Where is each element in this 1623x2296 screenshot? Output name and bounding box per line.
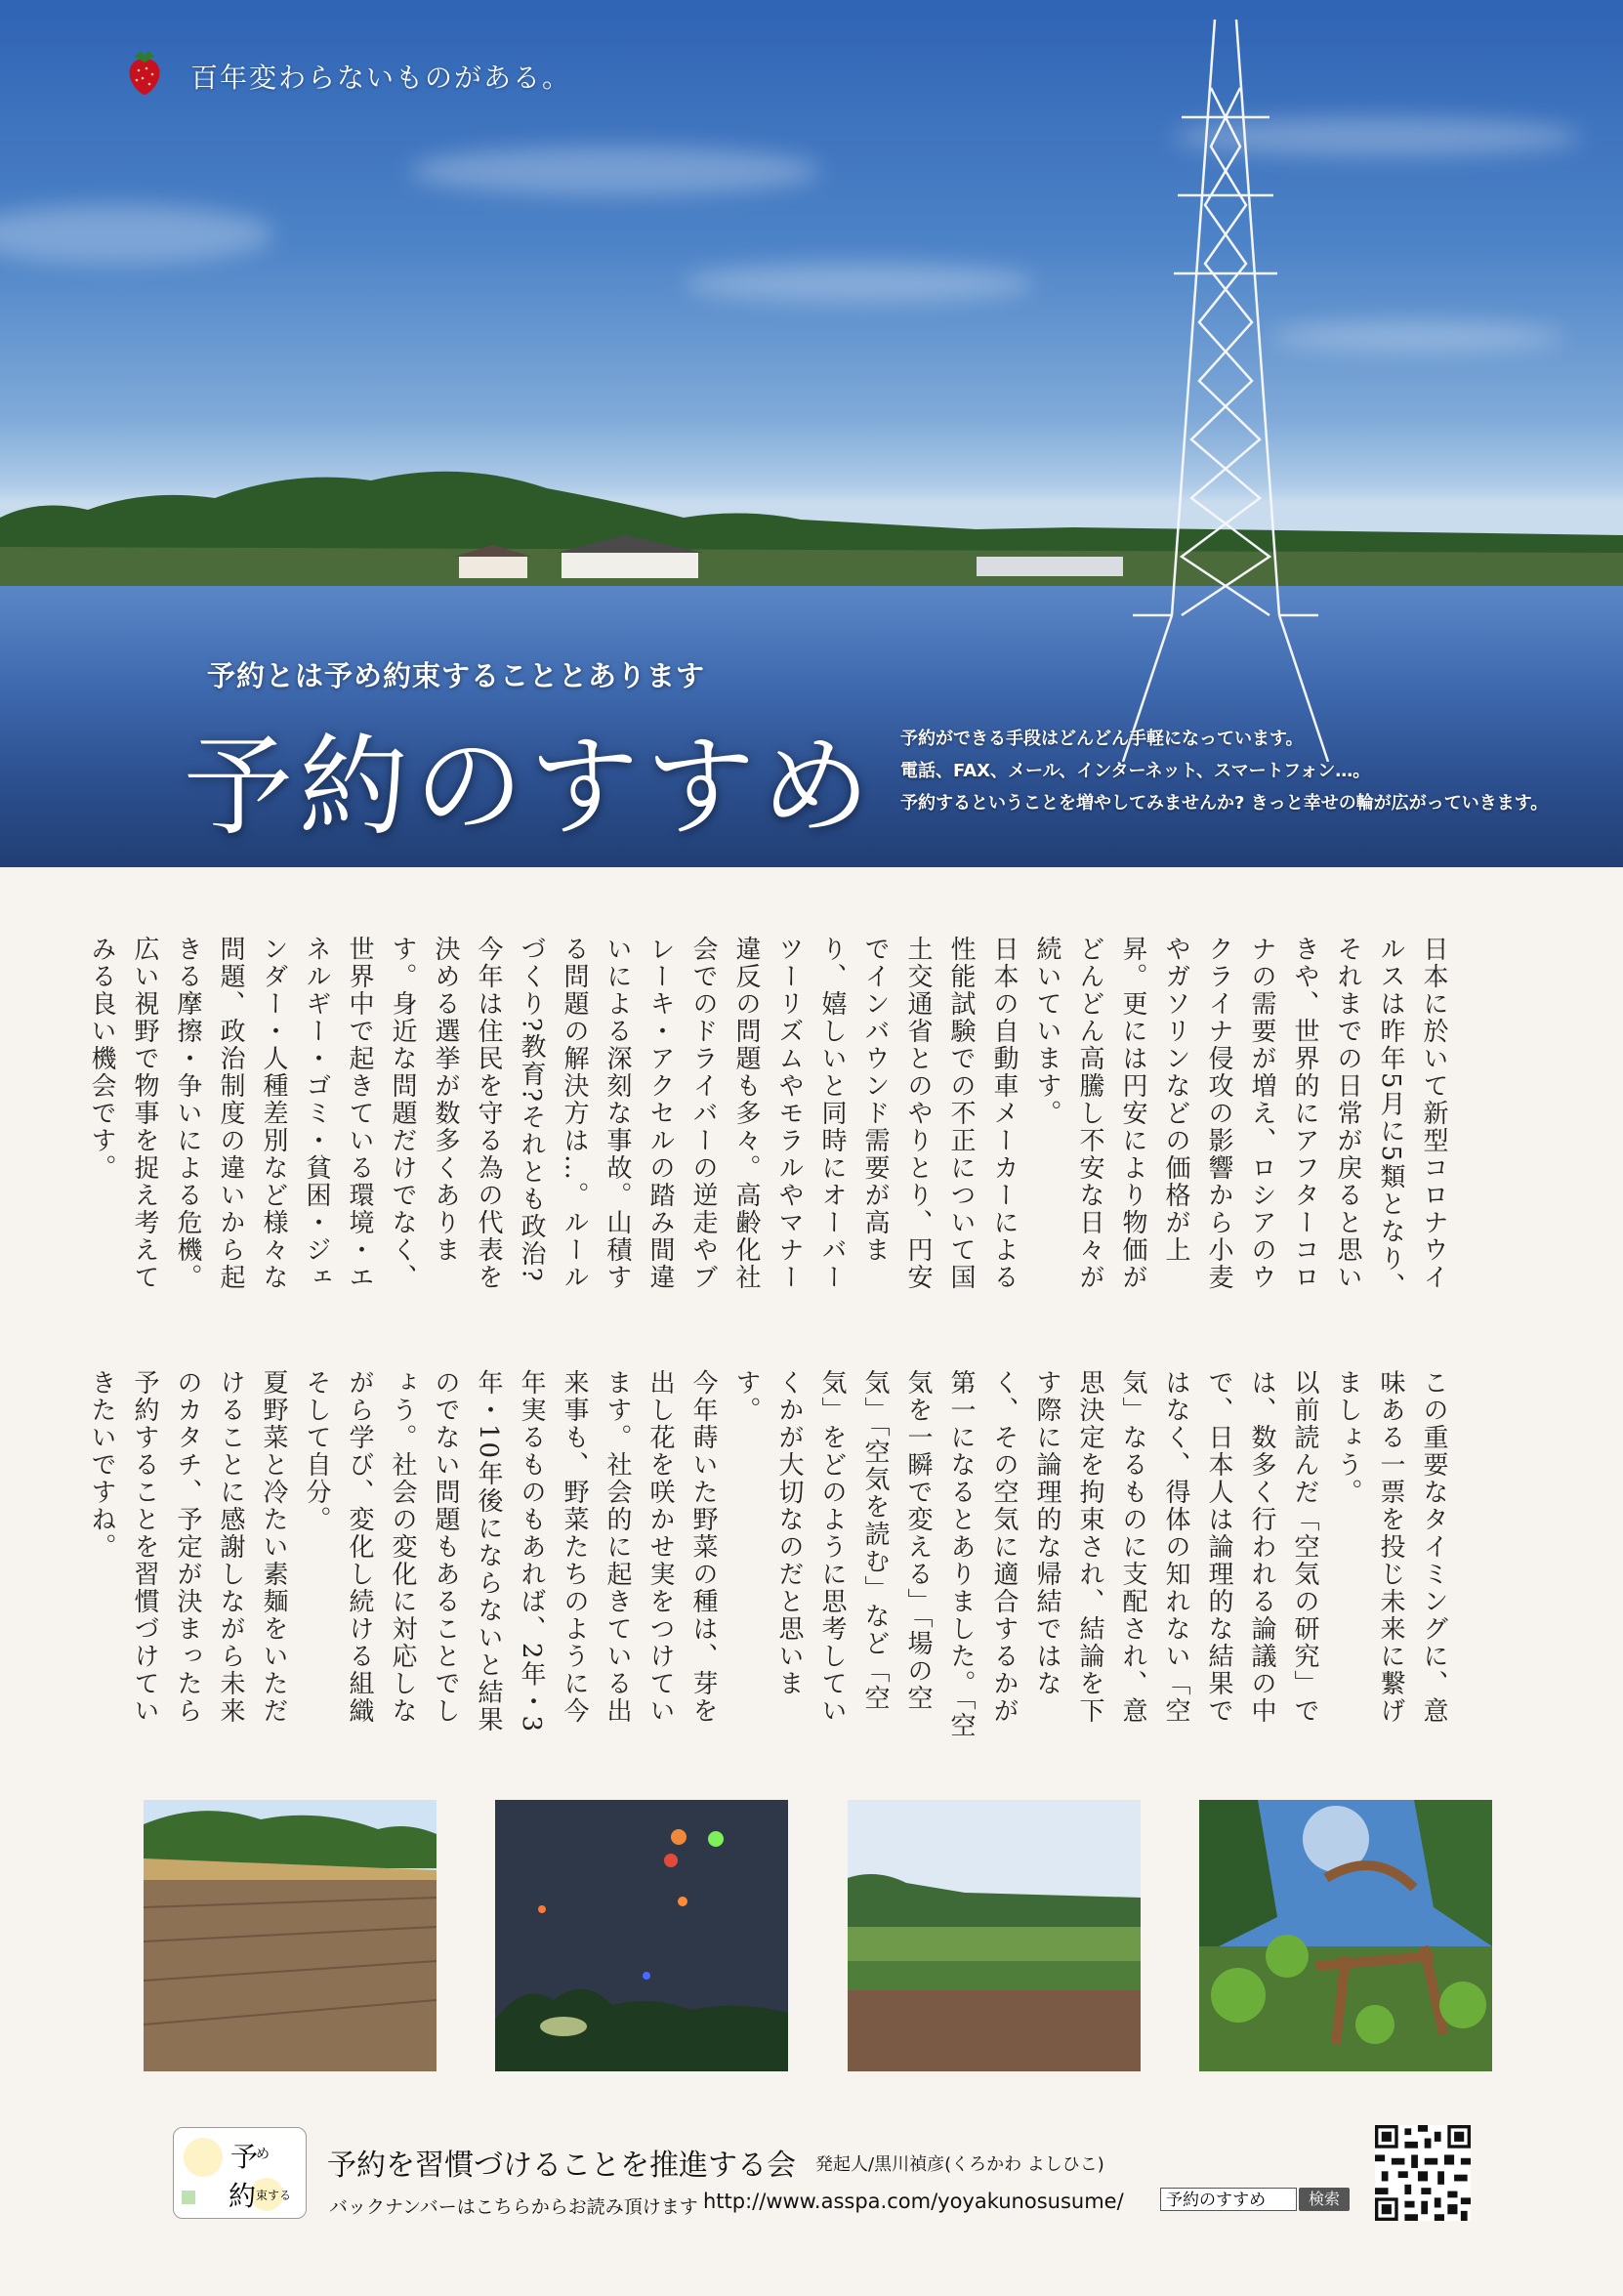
paragraph: 夏野菜と冷たい素麺をいただけることに感謝しながら未来のカタチ、予定が決まったら予約することを習慣づけていきたいですね。	[87, 1369, 288, 1725]
treeline	[0, 459, 1623, 596]
body-bottom	[87, 1369, 1455, 1750]
search-button[interactable]: 検索	[1299, 2188, 1350, 2211]
tagline: 百年変わらないものがある。	[190, 62, 572, 94]
backnumber-note: バックナンバーはこちらからお読み頂けます	[329, 2196, 698, 2218]
photo-lanterns	[495, 1800, 788, 2071]
founder-credit: 発起人/黒川禎彦(くろかわ よしひこ)	[815, 2154, 1104, 2175]
logo-char: 約	[229, 2180, 257, 2212]
intro-line: 予約するということを増やしてみませんか? きっと幸せの輪が広がっていきます。	[900, 793, 1549, 814]
photo-chair	[1199, 1800, 1492, 2071]
logo-char: め	[256, 2147, 270, 2162]
paragraph: 日本に於いて新型コロナウイルスは昨年5月に5類となり、それまでの日常が戻ると思いきや、世界的にアフターコロナの需要が増え、ロシアのウクライナ侵攻の影響から小麦やガソリンなどの価格が上昇。更には円安により物価がどんどん高騰し不安な日々が続いています。	[1032, 936, 1448, 1301]
body-top	[87, 936, 1455, 1316]
website-link[interactable]: http://www.asspa.com/yoyakunosusume/	[703, 2190, 1124, 2213]
logo-char: 予	[230, 2141, 259, 2173]
qr-code-icon[interactable]	[1375, 2125, 1471, 2221]
paragraph: 以前読んだ「空気の研究」では、数多く行われる論議の中で、日本人は論理的な結果ではなく、得体の知れない「空気」なるものに支配され、意思決定を拘束され、結論を下す際に論理的な帰結ではなく、その空気に適合するかが第一になるとありました。「空気を一瞬で変える」「場の空気」「空気を読む」など「空気」をどのように思考していくかが大切なのだと思います。	[731, 1369, 1319, 1739]
photo-field	[144, 1800, 437, 2071]
paragraph: 今年は住民を守る為の代表を決める選挙が数多くあります。身近な問題だけでなく、世界中で起きている環境・エネルギー・ゴミ・貧困・ジェンダー・人種差別など様々な問題、政治制度の違いから起きる摩擦・争いによる危機。広い視野で物事を捉え考えてみる良い機会です。	[87, 936, 503, 1291]
photo-farm	[848, 1800, 1141, 2071]
hero-intro	[900, 723, 1548, 819]
organization-logo	[173, 2127, 307, 2219]
paragraph: 日本の自動車メーカーによる性能試験での不正について国土交通省とのやりとり、円安でインバウンド需要が高まり、嬉しいと同時にオーバーツーリズムやモラルやマナー違反の問題も多々。高齢化社会でのドライバーの逆走やブレーキ・アクセルの踏み間違いによる深刻な事故。山積する問題の解決方は…。ルールづくり?教育?それとも政治?	[517, 936, 1019, 1291]
strawberry-icon	[125, 47, 164, 96]
page-title: 予約のすすめ	[184, 724, 877, 851]
hero-photo	[0, 0, 1623, 867]
paragraph: この重要なタイミングに、意味ある一票を投じ未来に繋げましょう。	[1333, 1369, 1448, 1725]
intro-line: 予約ができる手段はどんどん手軽になっています。	[900, 729, 1304, 749]
intro-line: 電話、FAX、メール、インターネット、スマートフォン…。	[900, 761, 1371, 781]
search-input[interactable]: 予約のすすめ	[1160, 2188, 1297, 2211]
paragraph: 今年蒔いた野菜の種は、芽を出し花を咲かせ実をつけています。社会的に起きている出来事も、野菜たちのように今年実るものもあれば、2年・3年・10年後にならないと結果のでない問題もあることでしょう。社会の変化に対応しながら学び、変化し続ける組織そして自分。	[302, 1369, 718, 1734]
organization-name: 予約を習慣づけることを推進する会	[327, 2149, 796, 2183]
power-tower	[1113, 10, 1338, 762]
logo-char: 束する	[256, 2189, 292, 2202]
hero-subtitle: 予約とは予め約束することとあります	[207, 659, 706, 692]
